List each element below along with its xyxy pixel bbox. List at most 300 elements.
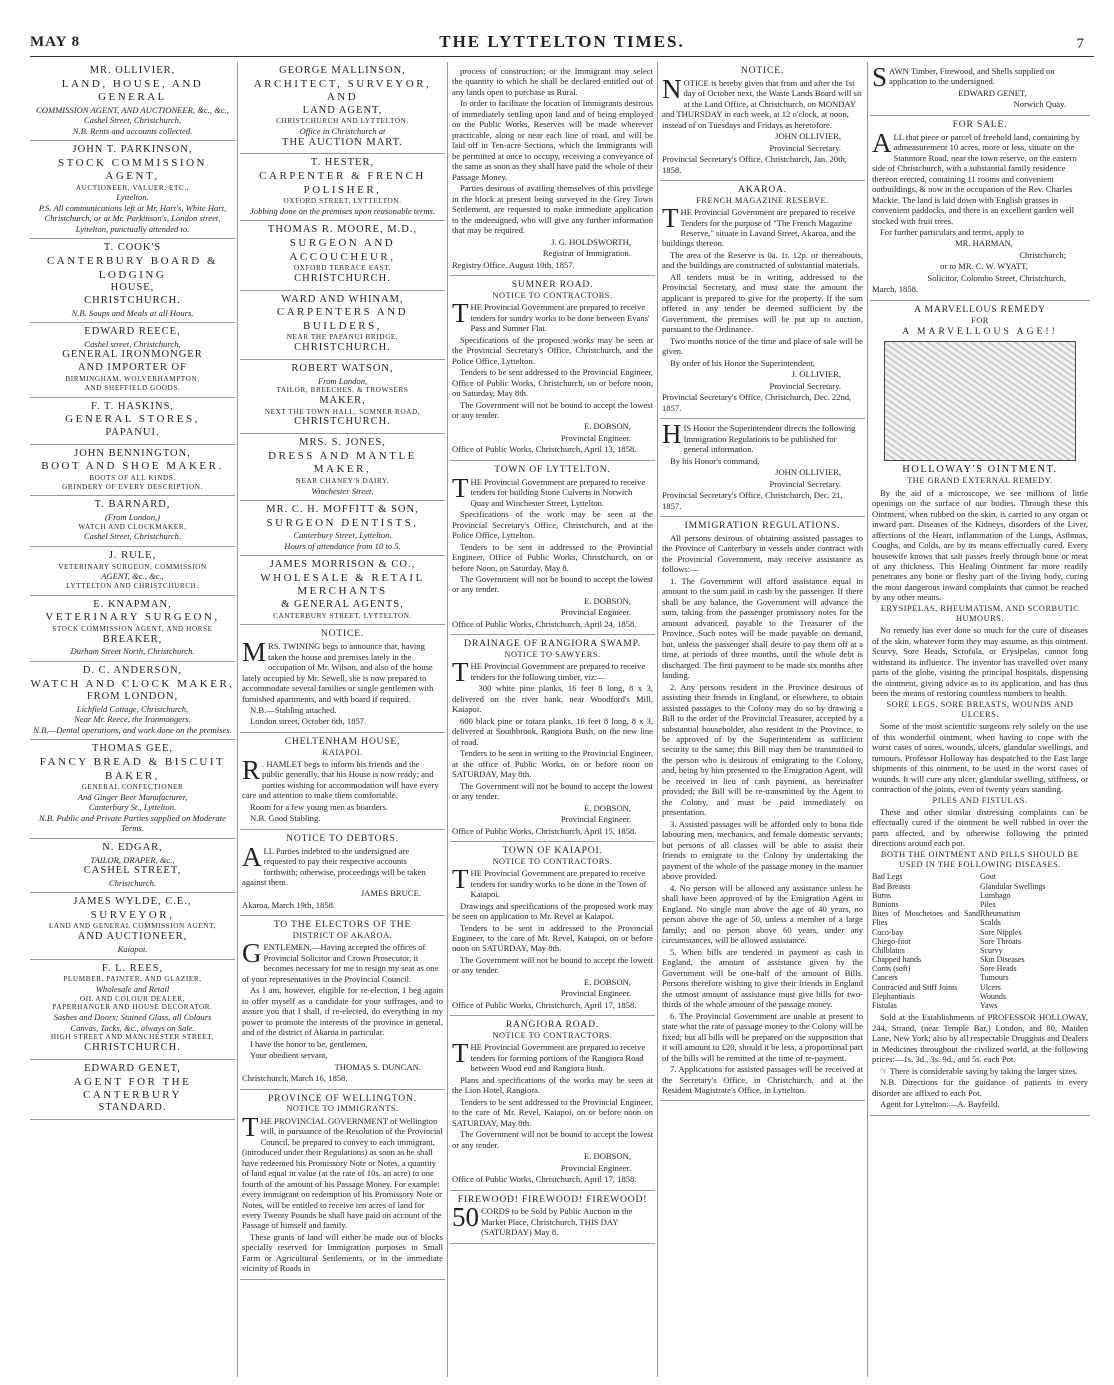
notice-text-body: OTICE is hereby given that from and after the 1st day of October next, the Waste Lands Board will sit at the Land Office, at Christchurch, on MONDAY and THURSDAY in each week, at 12 o'clock, at noon, instead of on Tuesdays and Fridays as heretofore. [662, 77, 862, 130]
card-line: WHOLESALE & RETAIL MERCHANTS [260, 572, 425, 598]
business-card [30, 662, 235, 740]
card-line: Hours of attendance from 10 to 5. [284, 540, 401, 551]
notice-text [662, 883, 863, 946]
notice [660, 62, 865, 181]
ad-subheading: PILES AND FISTULAS. [932, 795, 1028, 805]
notice-text [452, 1075, 653, 1096]
drop-cap: N [662, 73, 682, 104]
card-line: TAILOR, BREECHES, & TROWSERS [276, 386, 409, 394]
notice-text [452, 472, 653, 508]
notice-text [662, 336, 863, 357]
notice-text-body: CORDS to be Sold by Public Auction in the Market Place, Christchurch, THIS DAY (SATURDAY) May 8. [481, 1206, 633, 1238]
notice-text [662, 1064, 863, 1095]
disease-item: Corns (soft) [872, 964, 911, 974]
business-card [240, 154, 445, 221]
card-line: CARPENTER & FRENCH POLISHER, [259, 170, 426, 196]
notice-text [452, 335, 653, 366]
notice-text [452, 657, 653, 688]
notice-text [452, 864, 653, 900]
notice-title: DRAINAGE OF RANGIORA SWAMP. [464, 638, 641, 650]
drop-cap: T [452, 657, 469, 688]
card-line: FANCY BREAD & BISCUIT BAKER, [39, 756, 226, 782]
notice-signature: Provincial Secretary. [769, 380, 841, 391]
notice-title: CHELTENHAM HOUSE, [284, 735, 401, 747]
card-line: BREAKER, [102, 633, 163, 645]
card-line: PAPANUI. [105, 426, 160, 438]
notice-signature: E. DOBSON, [583, 1151, 631, 1162]
disease-item: Bad Breasts [872, 881, 911, 891]
notice-subtitle: NOTICE TO CONTRACTORS. [492, 290, 613, 300]
notice-text [452, 542, 653, 573]
notice [450, 842, 655, 1016]
notice-text [662, 419, 863, 455]
drop-cap: T [452, 472, 469, 503]
drop-cap: T [662, 203, 679, 234]
business-card [240, 221, 445, 290]
holloway-subtitle: THE GRAND EXTERNAL REMEDY. [907, 476, 1053, 486]
notice-text-body: Tenders to be sent in addressed to the Provincial Engineer, to the care of Mr. Revel, Kaiapoi, on or before noon on SATURDAY, May 8th. [452, 922, 653, 954]
card-line: BOOTS OF ALL KINDS. [89, 473, 176, 482]
notice-title: TOWN OF KAIAPOI. [502, 845, 603, 857]
notice-text-body: HE Provincial Government are prepared to receive tenders for sundry works to be done in the Town of Kaiapoi. [470, 868, 647, 900]
card-line: (From London,) [104, 512, 161, 523]
notice [450, 62, 655, 276]
card-line: AGENT, &c., &c., [101, 571, 164, 582]
card-line: N.B.—Dental operations, and work done on the premises. [33, 724, 232, 735]
notice-date: Registry Office, August 10th, 1857. [452, 259, 575, 270]
notice-text [662, 203, 863, 249]
card-line: WARD AND WHINAM, [281, 293, 404, 305]
notice-text-body: HE Provincial Government are prepared to receive Tenders for the purpose of "The French Magazine Reserve," situate in Lavand Street, Akaroa, and the buildings thereon. [662, 207, 856, 249]
card-line: JOHN T. PARKINSON, [72, 144, 193, 156]
card-line: J. RULE, [108, 549, 157, 561]
drop-cap: T [242, 1111, 259, 1142]
card-line: AUCTIONEER, VALUER, ETC., [75, 183, 190, 192]
drop-cap: H [662, 419, 682, 450]
ad-subheading: BOTH THE OINTMENT AND PILLS SHOULD BE USED IN THE FOLLOWING DISEASES. [880, 849, 1080, 870]
card-line: BOOT AND SHOE MAKER. [41, 460, 224, 473]
disease-item: Sore Nipples [980, 927, 1022, 937]
notice-date: Office of Public Works, Christchurch, April 17, 1858. [452, 1174, 637, 1185]
card-line: E. KNAPMAN, [93, 598, 172, 610]
notice-text [662, 576, 863, 681]
card-line: MR. C. H. MOFFITT & SON, [266, 504, 419, 516]
notice-signature: Provincial Engineer. [560, 1162, 631, 1173]
notice-title: TOWN OF LYTTELTON. [494, 463, 611, 475]
ad-text: Some of the most scientific surgeons rely solely on the use of this wonderful ointment, when having to cope with the worst cases of sores, wounds, ulcers, glandular swellings, and tumours. Professor Holloway has despatched to the East large shipments of this ointment, to be used in the worst cases of wounds. It will cure any ulcer, glandular swelling, stiffness, or contraction of the joints, even of twenty years standing. [872, 721, 1088, 795]
notice-text-body: N.B.—Stabling attached. [250, 705, 337, 715]
card-line: JAMES WYLDE, C.E., [73, 896, 192, 908]
notice-text [242, 1050, 443, 1060]
drop-cap: T [452, 864, 469, 895]
disease-item: Chapped hands [872, 955, 922, 965]
notice-subtitle: NOTICE TO CONTRACTORS. [492, 856, 613, 866]
notice-signature: E. DOBSON, [583, 421, 631, 432]
business-card [30, 1060, 235, 1120]
notice-date: Office of Public Works, Christchurch, April 15, 1858. [452, 825, 637, 836]
sawn-timber-ad [870, 62, 1090, 116]
card-line: CANTERBURY STREET, LYTTELTON. [273, 611, 412, 620]
card-line: Cashel Street, Christchurch, [83, 115, 182, 126]
column-3 [450, 62, 655, 1372]
notice-text-body: IS Honor the Superintendent directs the following Immigration Regulations to be published for general information. [683, 423, 856, 455]
business-card [30, 596, 235, 662]
disease-item: Chiego-foot [872, 936, 911, 946]
notice [450, 276, 655, 461]
notice [450, 461, 655, 635]
column-4 [660, 62, 865, 1372]
card-line: Jobbing done on the premises upon reasonable terms. [249, 205, 436, 216]
disease-item: Wounds [980, 991, 1007, 1001]
ad-text: For further particulars and terms, apply to [880, 227, 1024, 237]
disease-item: Bites of Moschetoes and Sand Flies [872, 909, 980, 928]
card-line: CANTERBURY BOARD & LODGING [46, 255, 219, 281]
notice-text-body: Two months notice of the time and place of sale will be given. [662, 335, 863, 357]
notice-text-body: Your obedient servant, [250, 1050, 328, 1061]
card-line: SURVEYOR, [90, 909, 175, 922]
disease-item: Glandular Swellings [980, 881, 1046, 891]
business-card [30, 496, 235, 547]
card-line: SURGEON AND ACCOUCHEUR, [289, 237, 396, 263]
notice-title: PROVINCE OF WELLINGTON. [268, 1092, 417, 1104]
notice-text [452, 400, 653, 421]
notice-text-body: By order of his Honor the Superintendent, [670, 357, 815, 368]
business-card [30, 893, 235, 959]
notice-text-body: The area of the Reserve is 0a. 1r. 12p. or thereabouts, and the buildings are constructed of substantial materials. [662, 249, 863, 271]
ad-text: LL that piece or parcel of freehold land, containing by admeasurement 10 acres, more or less, situate on the Stanmore Road, near the town reserve, on the eastern side of Christchurch, with a substantial family residence thereon erected, containing 11 rooms and convenient outbuildings, & now in the occupation of the Rev. Charles Mackie. The land is laid down with English grasses in convenient paddocks, and there is an excellent garden well stocked with fruit trees. [872, 131, 1080, 226]
business-card [30, 323, 235, 397]
notice-text-body: Tenders to be sent in writing to the Provincial Engineer, at the office of Public Works, on or before noon on SATURDAY, May 8th. [452, 748, 653, 780]
notice-text [452, 1129, 653, 1150]
notice-text-body: Tenders to be sent in addressed to the Provincial Engineer, Office of Public Works, Christchurch, on or before Noon, on Saturday, May 8. [452, 541, 653, 573]
notice-text-body: HE Provincial Government are prepared to receive tenders for sundry works to be done between Evans' Pass and Sumner Flat. [470, 302, 650, 334]
notice-signature: JAMES BRUCE. [360, 888, 421, 899]
notice-text-body: Tenders to be sent addressed to the Provincial Engineer, Office of Public Works, Christchurch, on or before noon, on Saturday, May 8th. [452, 367, 653, 399]
column-1 [30, 62, 235, 1372]
notice-text-body: All persons desirous of obtaining assisted passages to the Province of Canterbury in vessels under contract with the Provincial Government, may receive assistance as follows:— [662, 532, 863, 575]
notice-text [242, 985, 443, 1037]
card-line: MAKER, [319, 394, 366, 406]
card-line: ROBERT WATSON, [291, 362, 394, 374]
card-line: PLUMBER, PAINTER, AND GLAZIER, [63, 975, 202, 984]
notice-text [452, 298, 653, 334]
notice-text-body: In order to facilitate the location of Immigrants desirous of immediately settling upon land and of being employed on the Public Works, Reserves will be made wherever practicable, along or near each line of road, and will be laid off in Ten-acre Sections, which the Immigrants will be permitted at once to occupy, receiving a conveyance of the same as soon as they shall have paid the whole of their Passage Money. [452, 98, 653, 182]
notice-text-body: 7. Applications for assisted passages will be received at the Secretary's Office, in Christchurch, and at the Resident Magistrate's Office, in Lyttelton. [662, 1064, 863, 1095]
masthead [30, 32, 1094, 57]
ad-date: March, 1858. [872, 284, 919, 295]
notice-text [242, 705, 443, 715]
card-line: OXFORD STREET, LYTTELTON. [283, 197, 402, 206]
card-line: N.B. Rents and accounts collected. [72, 125, 193, 136]
notice-date: Akaroa, March 19th, 1858. [242, 899, 336, 910]
notice-text-body: Room for a few young men as boarders. [250, 801, 388, 812]
notice-date: Christchurch, March 16, 1858. [242, 1073, 348, 1084]
disease-item: Cancers [872, 973, 898, 983]
card-line: N. EDGAR, [102, 841, 163, 853]
notice-title: SUMNER ROAD. [511, 279, 594, 291]
ad-signature: Solicitor, Colombo Street, Christchurch, [927, 272, 1066, 283]
notice-text [452, 1097, 653, 1128]
business-card [30, 960, 235, 1060]
card-line: Office in Christchurch at [299, 126, 386, 137]
card-line: LAND AND GENERAL COMMISSION AGENT, [48, 922, 217, 931]
card-line: JOHN BENNINGTON, [74, 447, 191, 459]
ad-title: FOR SALE. [952, 118, 1008, 130]
card-line: WATCH AND CLOCK MAKER, [30, 677, 235, 690]
ad-text: These and other similar distressing complaints can be effectually cured if the ointment be well rubbed in over the parts affected, and by otherwise following the printed directions around each pot. [872, 806, 1088, 849]
notice-text [452, 748, 653, 779]
ad-text: AWN Timber, Firewood, and Shells supplied on application to the undersigned. [889, 66, 1055, 87]
notice-text [242, 802, 443, 812]
diseases-list [872, 872, 1088, 1010]
card-line: Sashes and Doors; Stained Glass, all Colours [53, 1012, 212, 1023]
card-line: STOCK COMMISSION AGENT, [58, 156, 207, 183]
disease-item: Scalds [980, 918, 1001, 928]
notice-text-body: Parties desirous of availing themselves of this privilege in the block at present being surveyed in the Grey Town Settlement, are requested to make immediate application to the undersigned, who will give any further information that may be required. [452, 183, 653, 236]
notice-text-body: By his Honor's command, [670, 455, 760, 466]
notice-text [662, 819, 863, 882]
notice-text-body: 6. The Provincial Government are unable at present to state what the rate of passage money to the Colony will be fixed; but all bills will be prepared on the supposition that it will amount to £20, should it be less, a proportional part of the bills will be remitted at the time of re-payment. [662, 1010, 863, 1063]
card-line: MR. OLLIVIER, [89, 65, 176, 76]
notice-text-body: The Government will not be bound to accept the lowest or any tender. [452, 574, 653, 595]
card-line: Wholesale and Retail [95, 984, 170, 995]
disease-item: Piles [980, 899, 996, 909]
notice-text [452, 183, 653, 235]
engraving-illustration [884, 341, 1076, 461]
notice-text [242, 1039, 443, 1049]
drop-cap: T [452, 298, 469, 329]
notice-text-body: LL Parties indebted to the undersigned are requested to pay their respective accounts forthwith; otherwise, proceedings will be taken against them. [242, 845, 426, 887]
disease-item: Sore Throats [980, 936, 1021, 946]
card-line: AND SHEFFIELD GOODS. [84, 383, 181, 392]
notice-signature: Provincial Secretary. [769, 142, 841, 153]
drop-cap: R [242, 754, 261, 785]
notice-text-body: 300 white pine planks, 16 feet 8 long, 8 x 3, delivered on the river bank, near Woodford's Mill, Kaiapoi. [452, 683, 653, 715]
remedy-age: A MARVELLOUS AGE!! [902, 325, 1058, 337]
card-line: WATCH AND CLOCKMAKER, [78, 522, 187, 531]
card-line: COMMISSION AGENT, AND AUCTIONEER, &c., &c., [36, 104, 229, 115]
notice-text-body: 5. When bills are tendered in payment as cash in England, the amount of assistance given by the Government will be one-half of the amount of Bills. Persons therefore wishing to give their friends in England the utmost amount of assistance must give bills for two-thirds of the whole amount of the passage money. [662, 946, 863, 1010]
column-rule [657, 62, 658, 1377]
notice-text [662, 1011, 863, 1063]
business-card [240, 291, 445, 360]
notice-date: Provincial Secretary's Office, Christchurch, Dec. 22nd, 1857. [662, 392, 852, 413]
notice-signature: Provincial Secretary. [769, 478, 841, 489]
card-line: VETERINARY SURGEON, COMMISSION [58, 562, 207, 571]
notice-signature: J. OLLIVIER, [791, 369, 841, 380]
card-line: THOMAS GEE, [92, 743, 173, 755]
card-line: Canterbury Street, Lyttelton. [293, 530, 392, 541]
card-line: VETERINARY SURGEON, [45, 611, 220, 624]
notice-text-body: 2. Any persons resident in the Province desirous of assisting their friends in England, or elsewhere, to obtain assisted passages to the Colony may do so by drawing a Bill to the order of the Provincial Treasurer, accepted by a substantial householder, also resident in the Province, to be approved of by the Superintendent as sufficient security to the same; this Bill may then be transmitted to the person who is desirous of emigrating to the Colony, and, being by him presented to the Emigration Agent, will be received in lieu of cash payment, as hereinafter provided; the Bill will be re-transmitted by the Agent to the Colony, and must be paid immediately on presentation. [662, 681, 863, 818]
notice [660, 419, 865, 517]
notice-text [452, 683, 653, 714]
notice-date: Office of Public Works, Christchurch, April 13, 1858. [452, 444, 637, 455]
disease-item: Yaws [980, 1001, 998, 1011]
column-rule [237, 62, 238, 1377]
drop-cap: T [452, 1038, 469, 1069]
disease-item: Gout [980, 872, 996, 882]
notice-text-body: The Government will not be bound to accept the lowest or any tender. [452, 399, 653, 420]
card-line: Lichfield Cottage, Christchurch, [76, 703, 189, 714]
column-5 [870, 62, 1090, 1372]
card-line: JAMES MORRISON & CO., [269, 559, 416, 571]
notice-text-body: 1. The Government will afford assistance equal in amount to the sum paid in cash by the passenger. If there shall be any balance, the Government will advance the sum, taking from the passenger promissory notes for the amount advanced, payable to the Treasurer of the Province. Such notes will be made payable on demand, but, unless the passenger shall desire to pay them off at a time, at periods of three months, until the whole debt is discharged. The first payment to be made six months after landing. [662, 575, 863, 681]
business-card [240, 434, 445, 501]
notice-text-body: Specifications of the work may be seen at the Provincial Secretary's Office, Christchurch, and at the Police Office, Lyttelton. [452, 509, 653, 541]
card-line: CHRISTCHURCH. [294, 341, 391, 353]
ad-signature: Christchurch; [1019, 249, 1066, 260]
notice-text-body: The Government will not be bound to accept the lowest or any tender. [452, 1129, 653, 1150]
card-line: CHRISTCHURCH. [84, 294, 181, 306]
ad-text: No remedy has ever done so much for the cure of diseases of the skin, whatever form they may assume, as this ointment. Scurvy, Sore Heads, Scrofula, or Erysipelas, cannot long withstand its influence. The inventor has travelled over many parts of the globe, visiting the principal hospitals, dispensing the ointment, giving advice as to its application, and has thus been the means of restoring countless numbers to health. [872, 625, 1088, 699]
for-sale-ad [870, 116, 1090, 301]
remedy-for: FOR [971, 315, 989, 325]
notice-text [662, 272, 863, 335]
card-line: F. T. HASKINS, [90, 400, 175, 412]
notice-title: RANGIORA ROAD. [505, 1019, 600, 1031]
column-rule [867, 62, 868, 1377]
card-line: LAND, HOUSE, AND GENERAL [61, 77, 204, 104]
notice [660, 517, 865, 1101]
card-line: And Ginger Beer Manufacturer, [77, 791, 188, 802]
notice-text-body: process of construction; or the Immigrant may select the quantity to which he shall be declared entitled out of any lands open to purchase as Rural. [452, 66, 653, 97]
notice-date: Provincial Secretary's Office, Christchurch, Dec. 21, 1857. [662, 490, 843, 511]
ad-text: Sold at the Establishments of PROFESSOR HOLLOWAY, 244, Strand, (near Temple Bar,) London, and 80, Maiden Lane, New York; also by all respectable Druggists and Dealers in Medicines throughout the civilized world, at the following prices:—1s. 3d., 3s. 9d., and 5s. each Pot. [872, 1012, 1088, 1065]
card-line: F. L. REES, [101, 962, 164, 974]
business-card [30, 398, 235, 445]
card-line: FROM LONDON, [86, 691, 179, 703]
notice-date: Office of Public Works, Christchurch, April 24, 1858. [452, 618, 637, 629]
disease-item: Bad Legs [872, 872, 903, 882]
notice-signature: Registrar of Immigration. [542, 248, 631, 259]
card-line: GRINDERY OF EVERY DESCRIPTION. [62, 482, 203, 491]
business-card [30, 740, 235, 838]
card-line: NEXT THE TOWN HALL, SUMNER ROAD, [264, 407, 421, 416]
notice-text [452, 367, 653, 398]
business-card [240, 501, 445, 556]
card-line: EDWARD GENET, [84, 1062, 181, 1074]
notice-signature: Provincial Engineer. [560, 432, 631, 443]
drop-cap: M [242, 637, 267, 668]
business-card [30, 141, 235, 239]
card-line: AGENT FOR THE CANTERBURY [73, 1075, 192, 1101]
notice-date: Provincial Secretary's Office, Christchurch, Jan. 20th, 1858. [662, 154, 847, 175]
notice-title: IMMIGRATION REGULATIONS. [684, 520, 841, 532]
notice [240, 830, 445, 917]
business-card [240, 360, 445, 434]
notice-title: NOTICE. [740, 65, 785, 76]
notice-date: Office of Public Works, Christchurch, April 17, 1858. [452, 999, 637, 1010]
holloway-title: HOLLOWAY'S OINTMENT. [902, 463, 1058, 475]
card-line: ARCHITECT, SURVEYOR, AND [253, 77, 432, 104]
notice-subtitle: KAIAPOI. [322, 747, 363, 757]
notice-title: AKAROA. [737, 184, 788, 196]
notice-text [452, 509, 653, 540]
disease-item: Burns [872, 890, 892, 900]
notice-text [452, 1038, 653, 1074]
drop-cap: S [872, 62, 888, 92]
drop-cap: 50 [452, 1202, 479, 1233]
notice-text-body: HE Provincial Government are prepared to receive tenders for building Stone Culverts in Norwich Quay and Winchester Street, Lyttelton. [470, 476, 646, 508]
notice-text-body: ENTLEMEN,—Having accepted the offices of Provincial Solicitor and Crown Prosecutor, it becomes necessary for me to resign my seat as one of your representatives in the Provincial Council. [242, 942, 439, 984]
notice-text [662, 456, 863, 466]
card-line: N.B. Public and Private Parties supplied on Moderate Terms. [39, 812, 226, 834]
card-line: SURGEON DENTISTS, [266, 516, 419, 529]
notice-text [242, 813, 443, 823]
card-line: NEAR THE PAPANUI BRIDGE, [286, 333, 399, 342]
card-line: LAND AGENT, [302, 104, 383, 116]
column-rule [447, 62, 448, 1377]
notice-text [452, 901, 653, 922]
notice [450, 1016, 655, 1190]
page-number: 7 [1076, 36, 1084, 52]
notice-text-body: I have the honor to be, gentlemen, [250, 1038, 368, 1049]
disease-item: Scurvy [980, 945, 1003, 955]
notice-text [452, 574, 653, 595]
card-line: OIL AND COLOUR DEALER, [79, 994, 186, 1003]
notice-signature: THOMAS S. DUNCAN. [334, 1061, 421, 1072]
card-line: Near Mr. Reece, the Ironmongers. [74, 714, 191, 725]
notice-signature: Provincial Engineer. [560, 988, 631, 999]
notice-text [452, 98, 653, 182]
notice-title: FIREWOOD! FIREWOOD! FIREWOOD! [457, 1193, 648, 1205]
card-line: AND IMPORTER OF [78, 362, 187, 374]
notice-text [242, 1111, 443, 1231]
holloway-ad [870, 301, 1090, 1116]
notice-subtitle: NOTICE TO IMMIGRANTS. [286, 1104, 399, 1114]
notice [450, 635, 655, 842]
disease-item: Lumbago [980, 890, 1011, 900]
notice-text-body: N.B. Good Stabling. [250, 813, 321, 824]
card-line: GENERAL IRONMONGER [62, 349, 203, 361]
notice-text [662, 358, 863, 368]
notice-text-body: Drawings and specifications of the proposed work may be seen on application to Mr. Revel at Kaiapoi. [452, 900, 653, 922]
ad-subheading: SORE LEGS, SORE BREASTS, WOUNDS AND ULCERS. [886, 699, 1074, 720]
notice-title: TO THE ELECTORS OF THE [273, 919, 412, 931]
notice-text [662, 73, 863, 130]
card-line: STANDARD. [98, 1102, 167, 1114]
disease-item: Skin Diseases [980, 955, 1025, 965]
notice-signature: E. DOBSON, [583, 595, 631, 606]
ad-subheading: ERYSIPELAS, RHEUMATISM, AND SCORBUTIC HUMOURS. [880, 603, 1080, 624]
ad-text: By the aid of a microscope, we see millions of little openings on the surface of our bodies. Through these this Ointment, when rubbed on the skin, is carried to any organ or inward part. Diseases of the Kidneys, disorders of the Liver, affections of the Heart, inflammation of the Lungs, Asthmas, Coughs, and Colds, are by its means effectually cured. Every housewife knows that salt passes freely through bone or meat of any thickness. This Healing Ointment far more readily penetrates any bone or fleshy part of the living body, curing the most dangerous inward complaints that cannot be reached by any other means. [872, 487, 1088, 603]
notice-text-body: London street, October 6th, 1857. [250, 716, 367, 727]
card-line: D. C. ANDERSON, [82, 664, 183, 676]
notice-text [452, 1202, 653, 1238]
card-line: N.B. Soups and Meals at all Hours. [71, 307, 194, 318]
card-line: Lyttelton. [116, 192, 149, 203]
notice-signature: Provincial Engineer. [560, 814, 631, 825]
drop-cap: A [242, 841, 262, 872]
notice [240, 733, 445, 830]
ad-text: ☞ There is considerable saving by taking the larger sizes. [880, 1065, 1078, 1076]
notice-text-body: HE PROVINCIAL GOVERNMENT of Wellington will, in pursuance of the Resolution of the Provincial Council, be prepared to convey to each immigrant, (introduced under their Regulations) as soon as he shall have redeemed his Promissory Note or Notes, a quantity of land equal in value (at the rate of 10s. an acre) to one fourth of the amount of his Passage Money. For example: every immigrant on redemption of his Promissory Note or Notes, will be entitled to receive ten acres of land for every Twenty Pounds he shall have paid on account of the Passage of himself and family. [242, 1115, 443, 1231]
notice-text-body: As I am, however, eligible for re-election, I beg again to offer myself as a candidate for your suffrages, and to assure you that I shall, if re-elected, do everything in my power to promote the interests of the province in general, and of the district of Akaroa in particular. [242, 985, 443, 1038]
card-line: AND AUCTIONEER, [77, 931, 188, 943]
business-card [30, 239, 235, 323]
notice-text [242, 637, 443, 704]
notice-signature: JOHN OLLIVIER, [775, 467, 841, 478]
card-line: T. BARNARD, [94, 499, 171, 511]
notice-text-body: Plans and specifications of the works may be seen at the Lion Hotel, Rangiora. [452, 1074, 653, 1096]
notice-text [242, 841, 443, 888]
card-line: From London, [317, 375, 368, 386]
disease-item: Bunions [872, 899, 899, 909]
notice-text [452, 66, 653, 97]
card-line: DRESS AND MANTLE MAKER, [268, 449, 417, 476]
drop-cap: G [242, 938, 262, 969]
